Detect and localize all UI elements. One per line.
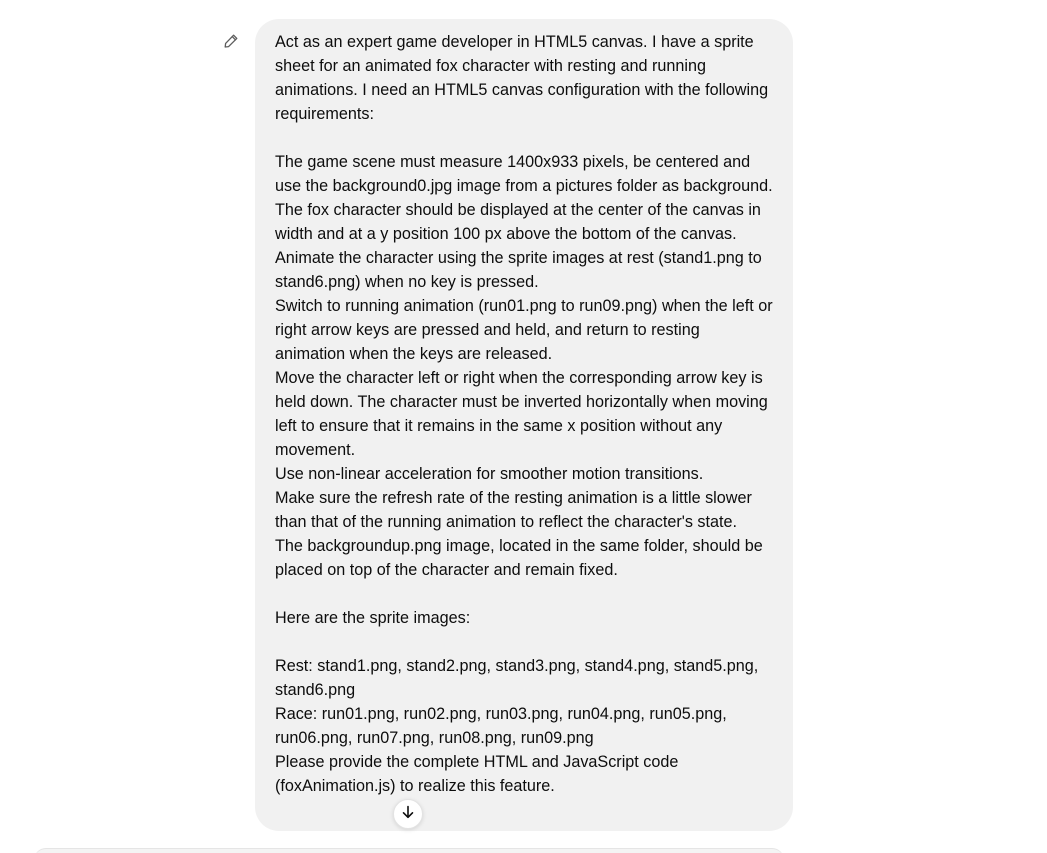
- message-paragraph: Rest: stand1.png, stand2.png, stand3.png, stand4.png, stand5.png, stand6.png: [275, 657, 759, 699]
- message-paragraph: Make sure the refresh rate of the resting animation is a little slower than that of the running animation to reflect the character's state.: [275, 489, 752, 531]
- message-paragraph: Move the character left or right when the corresponding arrow key is held down. The character must be inverted horizontally when moving left to ensure that it remains in the same x position without any movement.: [275, 369, 768, 459]
- message-paragraph: Please provide the complete HTML and JavaScript code (foxAnimation.js) to realize this feature.: [275, 753, 679, 795]
- edit-message-button[interactable]: [219, 29, 243, 53]
- message-composer[interactable]: [34, 848, 784, 853]
- message-paragraph: Race: run01.png, run02.png, run03.png, run04.png, run05.png, run06.png, run07.png, run08.png, run09.png: [275, 705, 727, 747]
- message-paragraph: Animate the character using the sprite images at rest (stand1.png to stand6.png) when no key is pressed.: [275, 249, 762, 291]
- message-paragraph: Switch to running animation (run01.png to run09.png) when the left or right arrow keys are pressed and held, and return to resting animation when the keys are released.: [275, 297, 773, 363]
- paragraph-gap: [275, 582, 773, 606]
- pencil-icon: [223, 33, 239, 49]
- paragraph-gap: [275, 630, 773, 654]
- message-paragraph: Act as an expert game developer in HTML5 canvas. I have a sprite sheet for an animated fox character with resting and running animations. I need an HTML5 canvas configuration with the following requirements:: [275, 33, 769, 123]
- arrow-down-icon: [401, 805, 415, 824]
- paragraph-gap: [275, 126, 773, 150]
- message-paragraph: The game scene must measure 1400x933 pixels, be centered and use the background0.jpg image from a pictures folder as background.: [275, 153, 773, 195]
- message-paragraph: Here are the sprite images:: [275, 609, 471, 627]
- message-paragraph: The backgroundup.png image, located in the same folder, should be placed on top of the character and remain fixed.: [275, 537, 763, 579]
- user-message-bubble: [255, 19, 793, 831]
- message-paragraph: Use non-linear acceleration for smoother motion transitions.: [275, 465, 704, 483]
- message-paragraph: The fox character should be displayed at the center of the canvas in width and at a y position 100 px above the bottom of the canvas.: [275, 201, 761, 243]
- scroll-to-bottom-button[interactable]: [393, 799, 423, 829]
